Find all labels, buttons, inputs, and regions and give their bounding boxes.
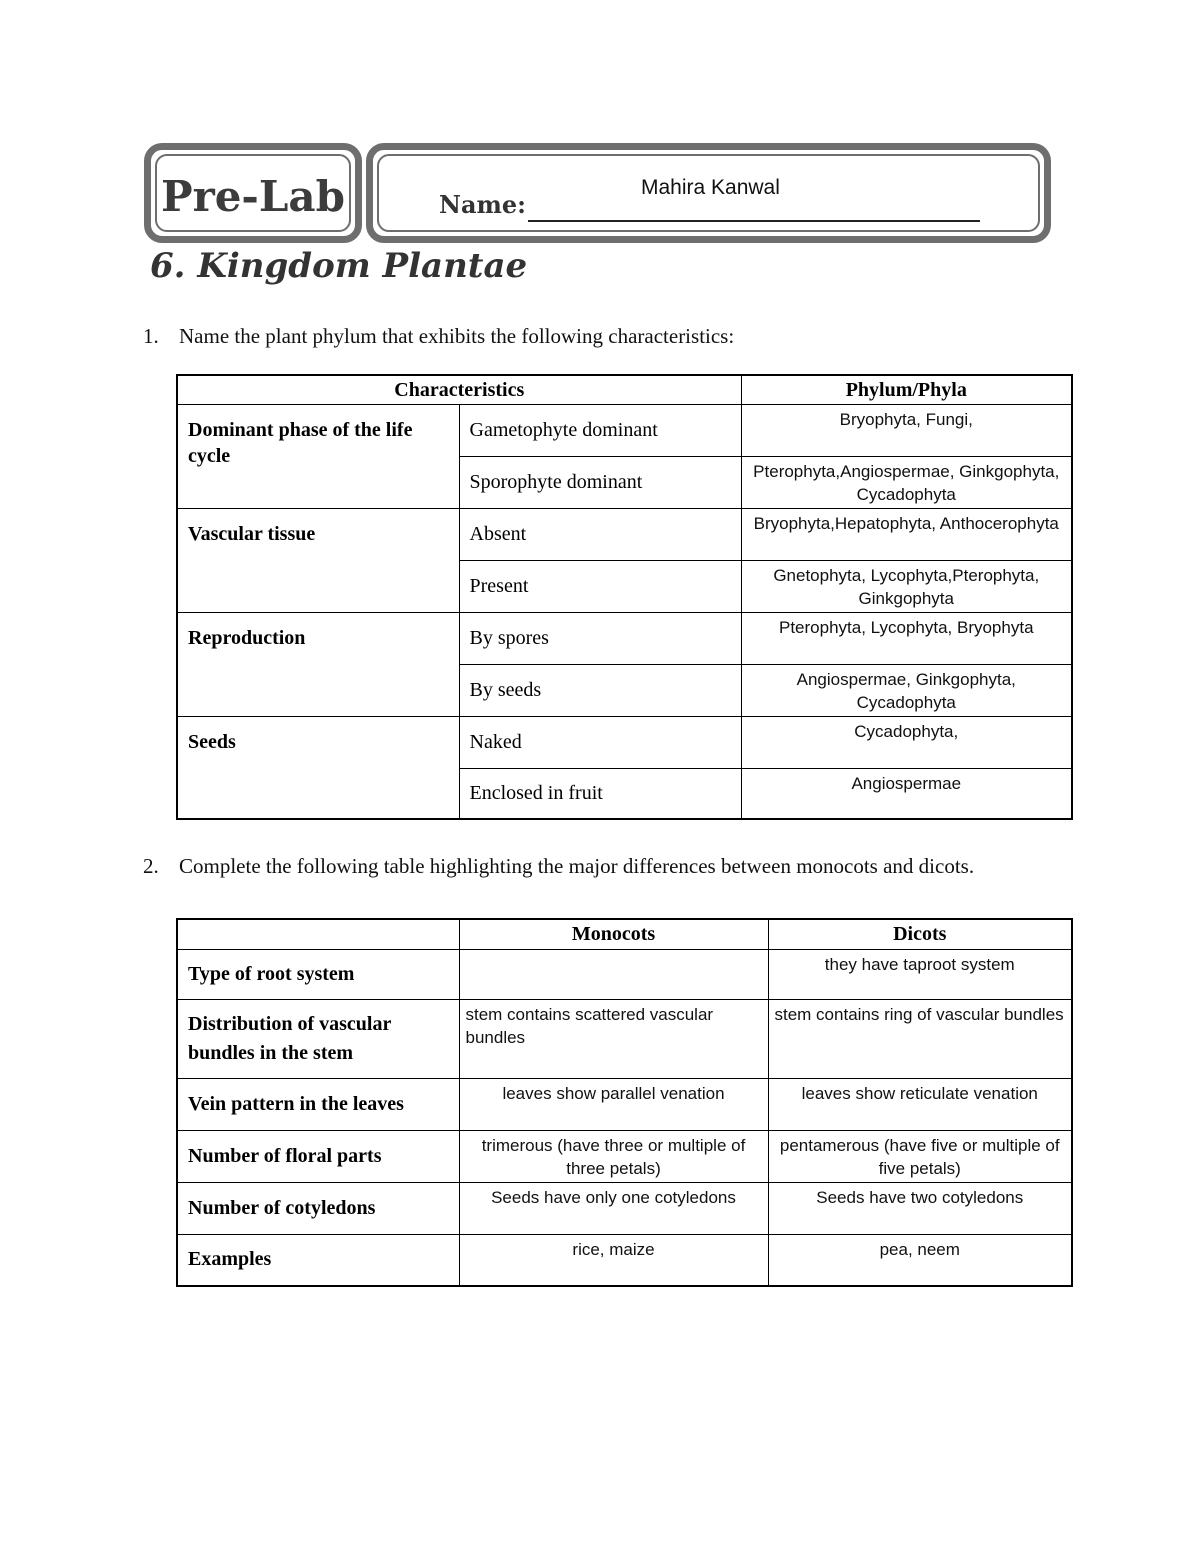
feature-cell: Number of cotyledons <box>177 1182 459 1234</box>
answer-cell[interactable]: Angiospermae <box>741 768 1072 819</box>
table-row <box>177 999 1072 1078</box>
answer-cell[interactable]: Gnetophyta, Lycophyta,Pterophyta, Ginkgophyta <box>741 560 1072 612</box>
subcategory-cell: Gametophyte dominant <box>459 404 741 456</box>
table-row <box>177 1182 1072 1234</box>
dicot-answer-cell[interactable]: pentamerous (have five or multiple of five petals) <box>768 1130 1072 1182</box>
dicot-answer-cell[interactable]: stem contains ring of vascular bundles <box>768 999 1072 1078</box>
column-header-characteristics: Characteristics <box>177 375 741 404</box>
table-row <box>177 716 1072 768</box>
dicot-answer-cell[interactable]: leaves show reticulate venation <box>768 1078 1072 1130</box>
column-header-phyla: Phylum/Phyla <box>741 375 1072 404</box>
dicot-answer-cell[interactable]: they have taproot system <box>768 949 1072 999</box>
name-field[interactable]: Mahira Kanwal <box>641 176 780 199</box>
name-box <box>366 143 1051 243</box>
answer-cell[interactable]: Cycadophyta, <box>741 716 1072 768</box>
name-label: Name: <box>439 190 527 219</box>
dicot-answer-cell[interactable]: pea, neem <box>768 1234 1072 1286</box>
subcategory-cell: Absent <box>459 508 741 560</box>
answer-cell[interactable]: Bryophyta, Fungi, <box>741 404 1072 456</box>
category-cell: Reproduction <box>177 612 459 716</box>
question-1 <box>143 323 1043 353</box>
monocot-answer-cell[interactable]: rice, maize <box>459 1234 768 1286</box>
table-row <box>177 1078 1072 1130</box>
empty-header-cell <box>177 919 459 949</box>
monocot-answer-cell[interactable] <box>459 949 768 999</box>
feature-cell: Number of floral parts <box>177 1130 459 1182</box>
table-row <box>177 612 1072 664</box>
feature-cell: Type of root system <box>177 949 459 999</box>
feature-cell: Vein pattern in the leaves <box>177 1078 459 1130</box>
table-row <box>177 949 1072 999</box>
feature-cell: Distribution of vascular bundles in the stem <box>177 999 459 1078</box>
category-cell: Dominant phase of the life cycle <box>177 404 459 508</box>
monocot-answer-cell[interactable]: stem contains scattered vascular bundles <box>459 999 768 1078</box>
monocot-answer-cell[interactable]: leaves show parallel venation <box>459 1078 768 1130</box>
question-number: 1. <box>143 324 159 348</box>
answer-cell[interactable]: Angiospermae, Ginkgophyta, Cycadophyta <box>741 664 1072 716</box>
table-row <box>177 508 1072 560</box>
table-header-row <box>177 919 1072 949</box>
question-number: 2. <box>143 854 159 878</box>
subcategory-cell: Sporophyte dominant <box>459 456 741 508</box>
monocot-dicot-table <box>176 918 1073 1287</box>
table-row <box>177 404 1072 456</box>
monocot-answer-cell[interactable]: trimerous (have three or multiple of three petals) <box>459 1130 768 1182</box>
question-text: Name the plant phylum that exhibits the following characteristics: <box>179 324 735 348</box>
dicot-answer-cell[interactable]: Seeds have two cotyledons <box>768 1182 1072 1234</box>
table-row <box>177 1234 1072 1286</box>
category-cell: Vascular tissue <box>177 508 459 612</box>
subcategory-cell: Enclosed in fruit <box>459 768 741 819</box>
name-underline <box>528 220 980 222</box>
section-title: 6. Kingdom Plantae <box>150 246 528 286</box>
subcategory-cell: Naked <box>459 716 741 768</box>
answer-cell[interactable]: Bryophyta,Hepatophyta, Anthocerophyta <box>741 508 1072 560</box>
monocot-answer-cell[interactable]: Seeds have only one cotyledons <box>459 1182 768 1234</box>
table-header-row <box>177 375 1072 404</box>
table-row <box>177 1130 1072 1182</box>
characteristics-table <box>176 374 1073 820</box>
subcategory-cell: By spores <box>459 612 741 664</box>
answer-cell[interactable]: Pterophyta,Angiospermae, Ginkgophyta, Cycadophyta <box>741 456 1072 508</box>
question-2 <box>143 853 1043 909</box>
feature-cell: Examples <box>177 1234 459 1286</box>
category-cell: Seeds <box>177 716 459 819</box>
answer-cell[interactable]: Pterophyta, Lycophyta, Bryophyta <box>741 612 1072 664</box>
question-text: Complete the following table highlighting the major differences between monocots and dicots. <box>179 854 975 878</box>
subcategory-cell: Present <box>459 560 741 612</box>
prelab-title: Pre-Lab <box>161 172 345 221</box>
column-header-dicots: Dicots <box>768 919 1072 949</box>
column-header-monocots: Monocots <box>459 919 768 949</box>
subcategory-cell: By seeds <box>459 664 741 716</box>
prelab-box <box>144 143 362 243</box>
